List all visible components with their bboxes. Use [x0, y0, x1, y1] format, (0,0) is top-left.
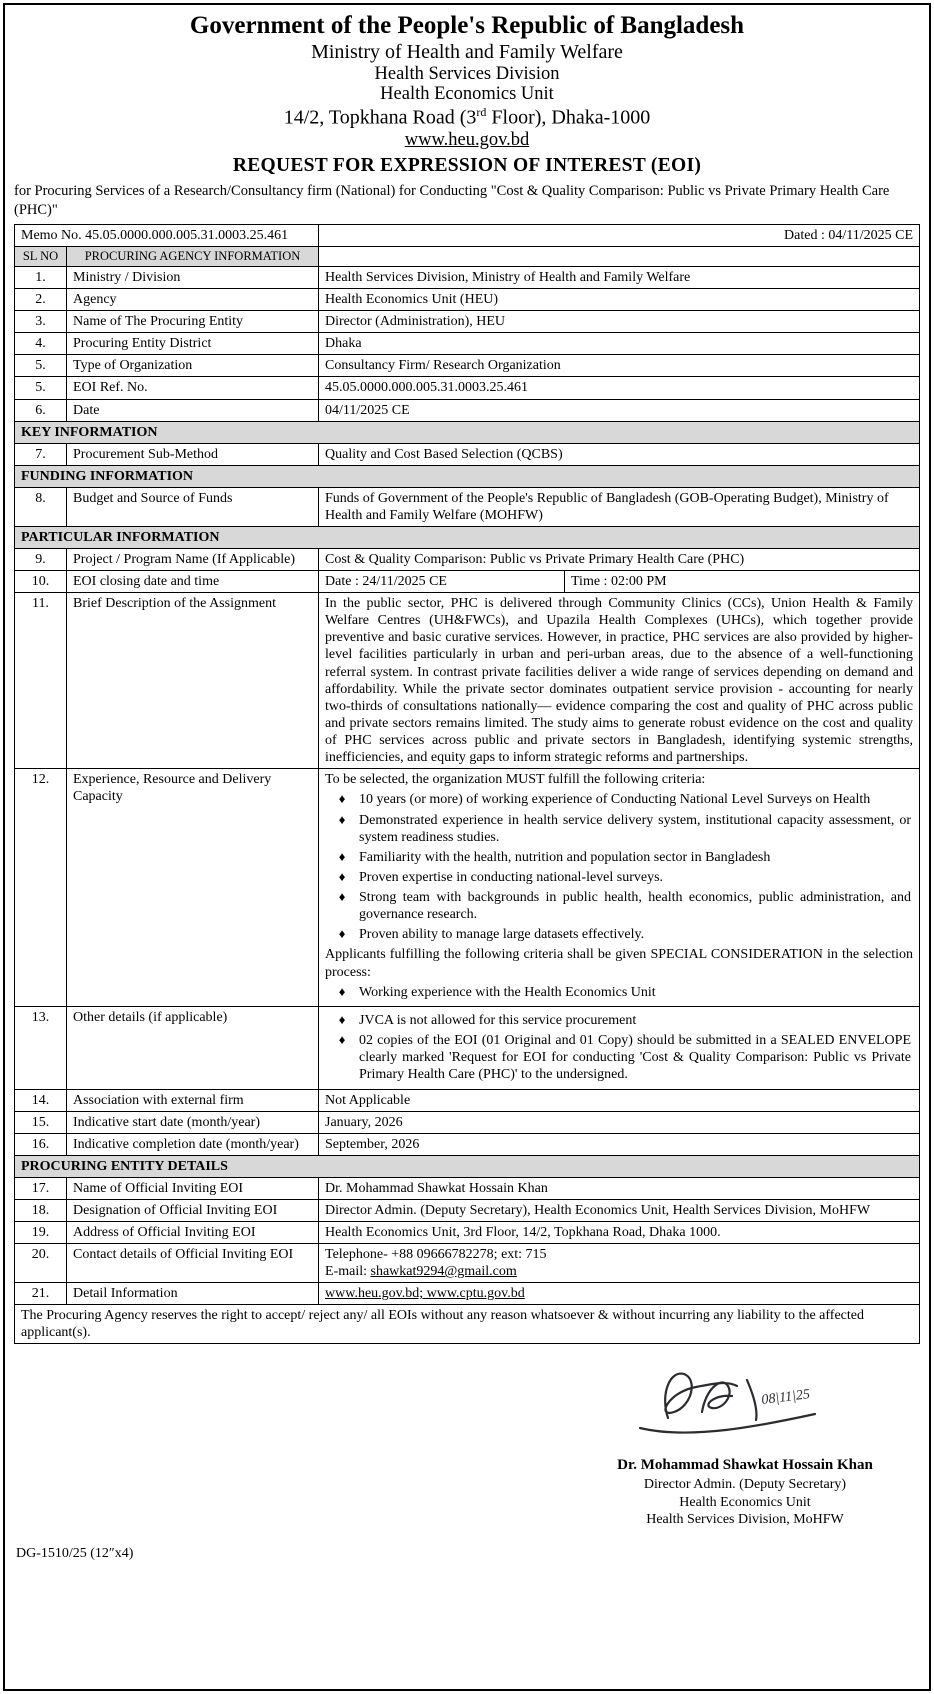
label-cell: Name of Official Inviting EOI [67, 1177, 319, 1199]
table-row-11 [15, 593, 920, 769]
email-line [325, 1263, 913, 1280]
signature-date-note: 08|11|25 [760, 1387, 811, 1409]
table-row-14 [15, 1089, 920, 1111]
list-item [325, 926, 913, 943]
address-post: Floor), Dhaka-1000 [486, 106, 651, 129]
col-header-agency-info: PROCURING AGENCY INFORMATION [67, 246, 319, 266]
table-row-10 [15, 571, 920, 593]
division-line: Health Services Division [374, 63, 560, 84]
sl-cell: 19. [15, 1221, 67, 1243]
list-item [325, 1032, 913, 1083]
special-criteria-item: Working experience with the Health Economics Unit [359, 985, 656, 1001]
other-detail-item: 02 copies of the EOI (01 Original and 01 Copy) should be submitted in a SEALED ENVELOPE clearly marked 'Request for EOI for conducting 'Cost & Quality Comparison: Public vs Private Primary Health Care (PHC)' to the undersigned. [359, 1033, 911, 1083]
sl-cell: 15. [15, 1111, 67, 1133]
closing-date: Date : 24/11/2025 CE [319, 571, 565, 592]
eoi-table [14, 224, 920, 1345]
memo-row [15, 224, 920, 246]
value-cell [319, 1007, 920, 1089]
label-cell: Experience, Resource and Delivery Capacity [67, 768, 319, 1006]
sl-cell: 21. [15, 1283, 67, 1305]
sl-cell: 5. [15, 355, 67, 377]
other-detail-item: JVCA is not allowed for this service procurement [359, 1013, 637, 1029]
table-row-2 [15, 289, 920, 311]
eoi-request-title: REQUEST FOR EXPRESSION OF INTEREST (EOI) [232, 155, 702, 177]
criteria-item: Proven ability to manage large datasets effectively. [359, 927, 645, 943]
value-cell [319, 571, 920, 593]
label-cell: Brief Description of the Assignment [67, 593, 319, 769]
sl-cell: 17. [15, 1177, 67, 1199]
signatory-name: Dr. Mohammad Shawkat Hossain Khan [617, 1457, 873, 1474]
gov-title: Government of the People's Republic of Bangladesh [189, 12, 745, 39]
sl-cell: 6. [15, 399, 67, 421]
col-header-slno: SL NO [15, 246, 67, 266]
label-cell: Indicative start date (month/year) [67, 1111, 319, 1133]
signature-scribble [610, 1354, 870, 1449]
list-item [325, 889, 913, 923]
disclaimer-row [15, 1305, 920, 1344]
label-cell: Detail Information [67, 1283, 319, 1305]
sl-cell: 10. [15, 571, 67, 593]
section-key-information [15, 421, 920, 443]
sl-cell: 16. [15, 1133, 67, 1155]
value-cell: Quality and Cost Based Selection (QCBS) [319, 443, 920, 465]
value-cell: Dr. Mohammad Shawkat Hossain Khan [319, 1177, 920, 1199]
list-item [325, 869, 913, 886]
value-cell [319, 1283, 920, 1305]
email-link[interactable]: shawkat9294@gmail.com [370, 1264, 517, 1280]
table-row-1 [15, 267, 920, 289]
criteria-item: Demonstrated experience in health service delivery system, institutional capacity assessment, or system readiness studies. [359, 812, 911, 845]
value-cell: In the public sector, PHC is delivered through Community Clinics (CCs), Union Health & Family Welfare Centres (UH&FWCs), and Upazila Health Complexes (UHCs), which together provide preventive and basic curative services. However, in practice, PHC services are also provided by higher-level facilities particularly in urban and peri-urban areas, due to the absence of a well-functioning referral system. In contrast private facilities deliver a wide range of services depending on demand and affordability. While the private sector dominates outpatient service provision - accounting for nearly two-thirds of consultations nationally— evidence comparing the cost and quality of PHC across public and private sectors remains limited. The study aims to generate robust evidence on the cost and quality of PHC services across public and private sectors in Bangladesh, identifying systemic strengths, inefficiencies, and equity gaps to inform strategic reforms and partnerships. [319, 593, 920, 769]
label-cell: Procuring Entity District [67, 333, 319, 355]
table-row-19 [15, 1221, 920, 1243]
label-cell: Other details (if applicable) [67, 1007, 319, 1089]
value-cell [319, 1244, 920, 1283]
label-cell: Association with external firm [67, 1089, 319, 1111]
table-row-8 [15, 487, 920, 526]
signature-area [14, 1344, 920, 1576]
detail-information-links[interactable]: www.heu.gov.bd; www.cptu.gov.bd [325, 1286, 525, 1302]
heu-website-link[interactable]: www.heu.gov.bd [404, 129, 530, 150]
bullet-diamond-icon: ♦ [338, 1032, 346, 1048]
list-item [325, 849, 913, 866]
table-row-15 [15, 1111, 920, 1133]
label-cell: EOI Ref. No. [67, 377, 319, 399]
signatory-designation: Director Admin. (Deputy Secretary) [643, 1476, 847, 1492]
table-row-20 [15, 1244, 920, 1283]
sl-cell: 7. [15, 443, 67, 465]
sl-cell: 20. [15, 1244, 67, 1283]
sl-cell: 14. [15, 1089, 67, 1111]
address-pre: 14/2, Topkhana Road (3 [283, 106, 477, 129]
sl-cell: 11. [15, 593, 67, 769]
email-label: E-mail: [325, 1264, 371, 1280]
value-cell: Health Economics Unit, 3rd Floor, 14/2, Topkhana Road, Dhaka 1000. [319, 1221, 920, 1243]
col-header-empty [319, 246, 920, 266]
label-cell: Date [67, 399, 319, 421]
value-cell: Consultancy Firm/ Research Organization [319, 355, 920, 377]
signatory-block [580, 1456, 910, 1529]
list-item [325, 812, 913, 846]
bullet-diamond-icon: ♦ [338, 791, 346, 807]
value-cell [319, 768, 920, 1006]
table-row-9 [15, 549, 920, 571]
memo-date: Dated : 04/11/2025 CE [319, 224, 920, 246]
criteria-item: Familiarity with the health, nutrition and population sector in Bangladesh [359, 849, 771, 865]
bullet-diamond-icon: ♦ [338, 848, 346, 864]
print-code: DG-1510/25 (12″x4) [16, 1546, 134, 1562]
bullet-diamond-icon: ♦ [338, 868, 346, 884]
value-cell: 04/11/2025 CE [319, 399, 920, 421]
sl-cell: 12. [15, 768, 67, 1006]
label-cell: Project / Program Name (If Applicable) [67, 549, 319, 571]
label-cell: Designation of Official Inviting EOI [67, 1199, 319, 1221]
section-procuring-entity-details [15, 1155, 920, 1177]
value-cell: January, 2026 [319, 1111, 920, 1133]
table-row-3 [15, 311, 920, 333]
bullet-diamond-icon: ♦ [338, 984, 346, 1000]
table-row-17 [15, 1177, 920, 1199]
table-row-7 [15, 443, 920, 465]
signatory-division: Health Services Division, MoHFW [646, 1512, 844, 1528]
document-page [3, 3, 931, 1691]
label-cell: Agency [67, 289, 319, 311]
sl-cell: 3. [15, 311, 67, 333]
signatory-unit: Health Economics Unit [679, 1494, 811, 1510]
criteria-item: Strong team with backgrounds in public health, health economics, public administration, and governance research. [359, 889, 911, 922]
label-cell: Indicative completion date (month/year) [67, 1133, 319, 1155]
memo-number: Memo No. 45.05.0000.000.005.31.0003.25.461 [15, 224, 319, 246]
section-header: PARTICULAR INFORMATION [15, 526, 920, 548]
special-consideration-note: Applicants fulfilling the following criteria shall be given SPECIAL CONSIDERATION in the selection process: [325, 947, 913, 980]
table-row-13 [15, 1007, 920, 1089]
ministry-line: Ministry of Health and Family Welfare [311, 40, 623, 63]
sl-cell: 8. [15, 487, 67, 526]
section-particular-information [15, 526, 920, 548]
table-row-5a [15, 355, 920, 377]
address-line [14, 105, 920, 130]
bullet-diamond-icon: ♦ [338, 811, 346, 827]
value-cell: Director (Administration), HEU [319, 311, 920, 333]
sl-cell: 1. [15, 267, 67, 289]
label-cell: Ministry / Division [67, 267, 319, 289]
criteria-intro: To be selected, the organization MUST fulfill the following criteria: [325, 771, 706, 787]
disclaimer-text: The Procuring Agency reserves the right to accept/ reject any/ all EOIs without any reason whatsoever & without incurring any liability to the affected applicant(s). [15, 1305, 920, 1344]
section-header: KEY INFORMATION [15, 421, 920, 443]
section-funding-information [15, 465, 920, 487]
value-cell: Not Applicable [319, 1089, 920, 1111]
label-cell: EOI closing date and time [67, 571, 319, 593]
label-cell: Type of Organization [67, 355, 319, 377]
bullet-diamond-icon: ♦ [338, 926, 346, 942]
label-cell: Address of Official Inviting EOI [67, 1221, 319, 1243]
sl-cell: 13. [15, 1007, 67, 1089]
closing-time: Time : 02:00 PM [571, 574, 667, 590]
column-header-row [15, 246, 920, 266]
bullet-diamond-icon: ♦ [338, 1012, 346, 1028]
criteria-item: Proven expertise in conducting national-level surveys. [359, 869, 664, 885]
criteria-item: 10 years (or more) of working experience of Conducting National Level Surveys on Health [359, 792, 871, 808]
value-cell: Health Services Division, Ministry of Health and Family Welfare [319, 267, 920, 289]
sl-cell: 4. [15, 333, 67, 355]
address-ordinal: rd [476, 105, 487, 120]
table-row-4 [15, 333, 920, 355]
sl-cell: 2. [15, 289, 67, 311]
label-cell: Contact details of Official Inviting EOI [67, 1244, 319, 1283]
table-row-18 [15, 1199, 920, 1221]
list-item [325, 1012, 913, 1029]
telephone-line: Telephone- +88 09666782278; ext: 715 [325, 1247, 547, 1263]
table-row-16 [15, 1133, 920, 1155]
label-cell: Procurement Sub-Method [67, 443, 319, 465]
sl-cell: 5. [15, 377, 67, 399]
table-row-12 [15, 768, 920, 1006]
document-header [14, 12, 920, 178]
sl-cell: 18. [15, 1199, 67, 1221]
table-row-5b [15, 377, 920, 399]
section-header: PROCURING ENTITY DETAILS [15, 1155, 920, 1177]
label-cell: Name of The Procuring Entity [67, 311, 319, 333]
eoi-subtitle: for Procuring Services of a Research/Consultancy firm (National) for Conducting "Cost & Quality Comparison: Public vs Private Primary Health Care (PHC)" [14, 183, 890, 218]
table-row-21 [15, 1283, 920, 1305]
table-row-6 [15, 399, 920, 421]
list-item [325, 791, 913, 808]
value-cell: Funds of Government of the People's Republic of Bangladesh (GOB-Operating Budget), Ministry of Health and Family Welfare (MOHFW) [319, 487, 920, 526]
value-cell: Dhaka [319, 333, 920, 355]
list-item [325, 984, 913, 1001]
sl-cell: 9. [15, 549, 67, 571]
value-cell: Director Admin. (Deputy Secretary), Health Economics Unit, Health Services Division, MoHFW [319, 1199, 920, 1221]
bullet-diamond-icon: ♦ [338, 888, 346, 904]
value-cell: 45.05.0000.000.005.31.0003.25.461 [319, 377, 920, 399]
value-cell: Cost & Quality Comparison: Public vs Private Primary Health Care (PHC) [319, 549, 920, 571]
section-header: FUNDING INFORMATION [15, 465, 920, 487]
value-cell: Health Economics Unit (HEU) [319, 289, 920, 311]
label-cell: Budget and Source of Funds [67, 487, 319, 526]
unit-line: Health Economics Unit [380, 84, 554, 105]
value-cell: September, 2026 [319, 1133, 920, 1155]
